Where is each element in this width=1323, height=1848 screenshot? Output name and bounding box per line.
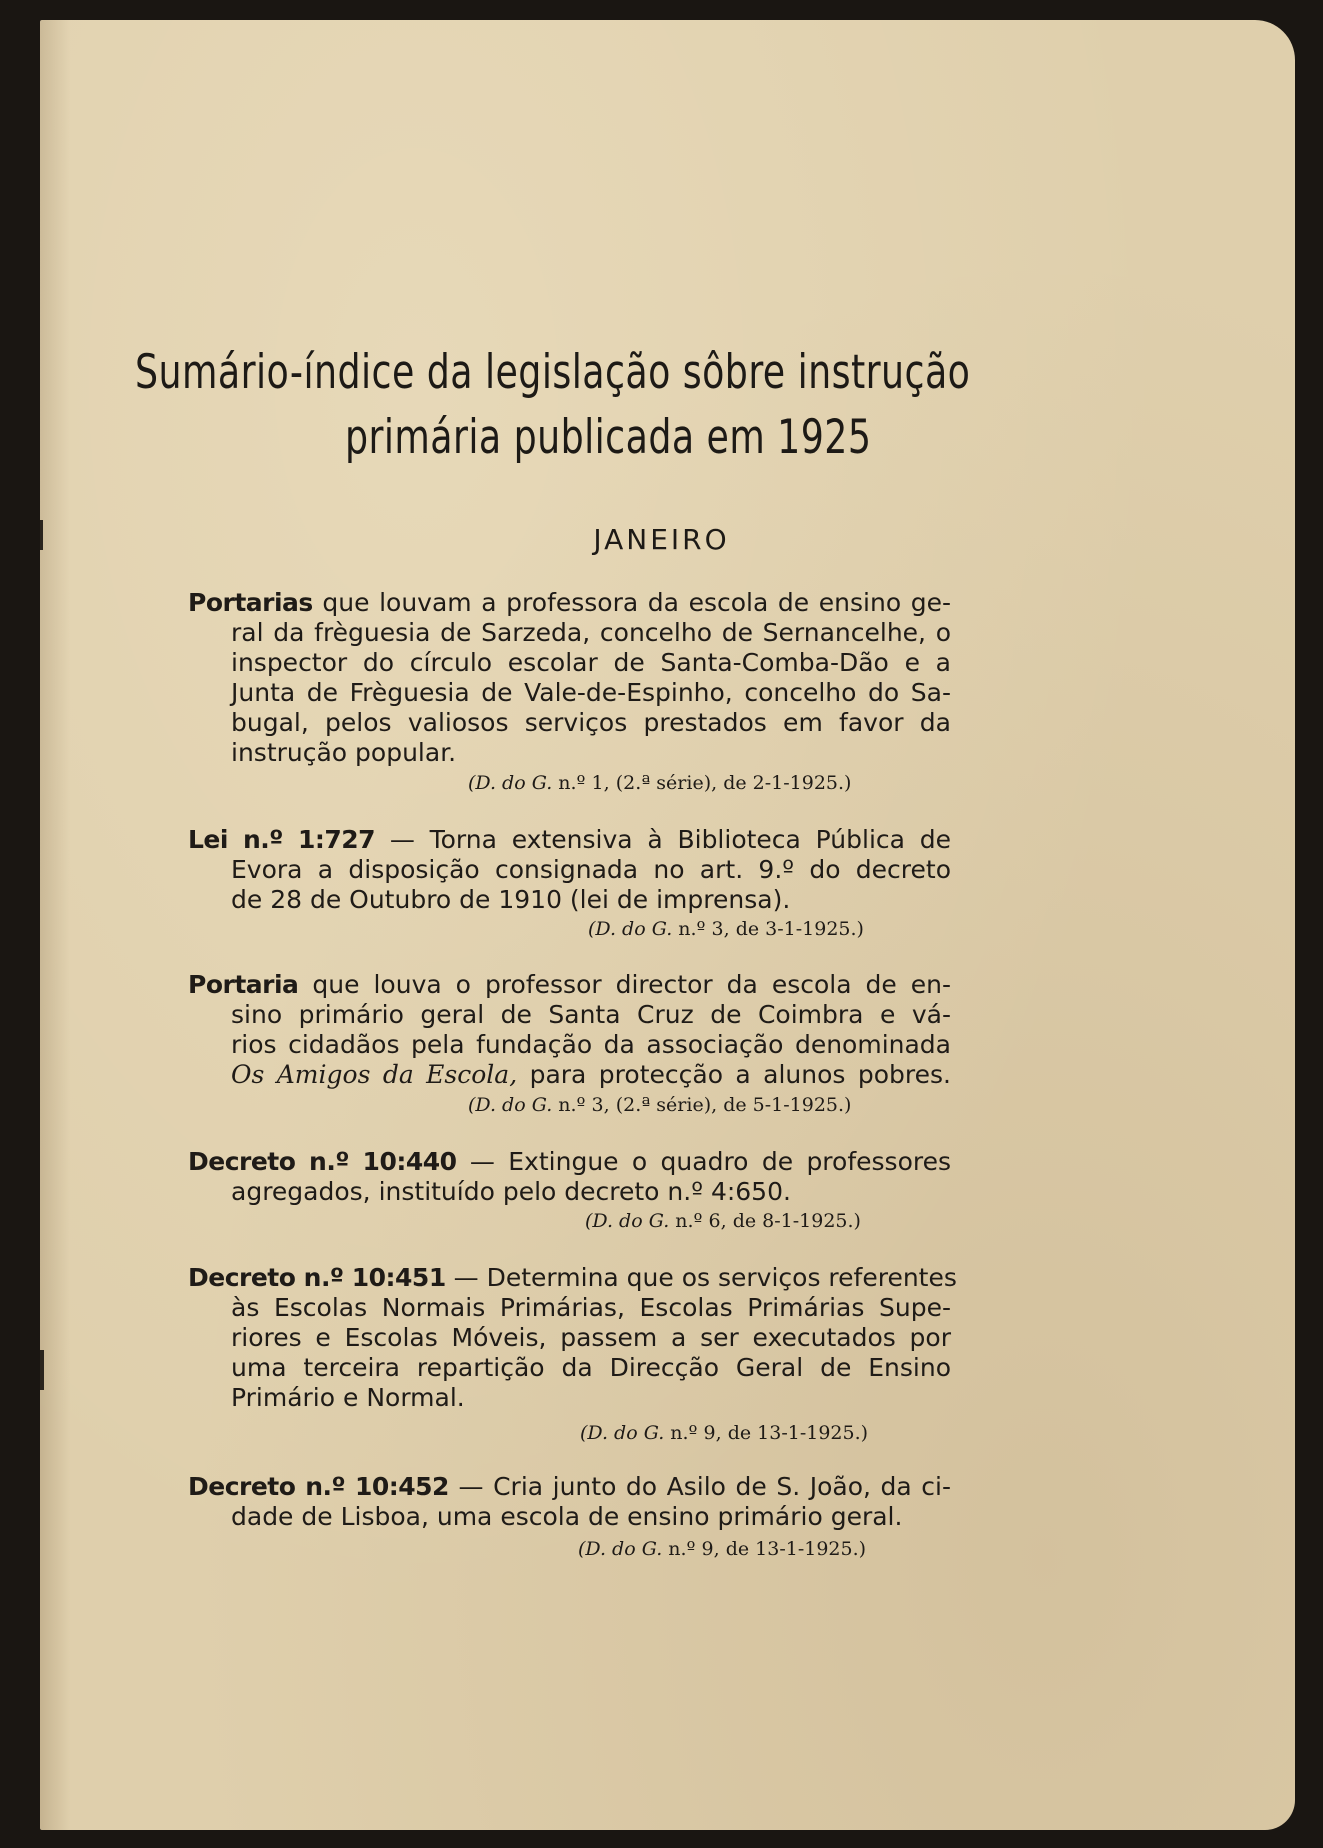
section-heading-month: JANEIRO (593, 523, 730, 556)
entry-text-line: agregados, instituído pelo decreto n.º 4:650. (231, 1177, 791, 1206)
reference-detail: n.º 1, (2.ª série), de 2-1-1925.) (552, 772, 852, 794)
reference-source: (D. do G. (585, 1210, 670, 1232)
entry-reference (468, 772, 851, 794)
entry-text-line: — Extingue o quadro de professores (456, 1147, 951, 1176)
reference-detail: n.º 6, de 8-1-1925.) (669, 1210, 861, 1232)
entry-text-line: para protecção a alunos pobres. (517, 1060, 951, 1089)
page-title-line-1: Sumário-índice da legislação sôbre instrução (135, 345, 971, 400)
reference-source: (D. do G. (468, 1094, 553, 1116)
entry-text-line: Evora a disposição consignada no art. 9.º do decreto (231, 855, 951, 884)
reference-detail: n.º 9, de 13-1-1925.) (664, 1422, 869, 1444)
entry-keyword: Decreto n.º 10:451 (188, 1263, 446, 1292)
entry-italic-title: Os Amigos da Escola, (231, 1060, 518, 1089)
entry-reference (585, 1210, 861, 1232)
entry-text-line: instrução popular. (231, 738, 457, 767)
entry-text-line: às Escolas Normais Primárias, Escolas Primárias Supe- (231, 1293, 951, 1322)
entry-text-line: que louva o professor director da escola de en- (298, 970, 951, 999)
reference-source: (D. do G. (468, 772, 553, 794)
entry-reference (588, 918, 864, 940)
entry-text-line: Junta de Frèguesia de Vale-de-Espinho, concelho do Sa- (231, 678, 951, 707)
entry-keyword: Lei n.º 1:727 (188, 825, 376, 854)
entry-text-line: inspector do círculo escolar de Santa-Comba-Dão e a (231, 648, 951, 677)
entry-text-line: — Determina que os serviços referentes (445, 1263, 957, 1292)
entry-text-line: ral da frèguesia de Sarzeda, concelho de Sernancelhe, o (231, 618, 951, 647)
entry-text-line: rios cidadãos pela fundação da associação denominada (231, 1030, 951, 1059)
reference-source: (D. do G. (578, 1538, 663, 1560)
entry-text-line: dade de Lisboa, uma escola de ensino primário geral. (231, 1502, 903, 1531)
entry-reference (578, 1538, 866, 1560)
legislation-entry (188, 1263, 957, 1413)
entry-reference (468, 1094, 851, 1116)
binding-edge-mark (40, 1350, 44, 1390)
legislation-entry (188, 588, 951, 768)
legislation-entry (188, 825, 951, 915)
entry-text-line: — Cria junto do Asilo de S. João, da ci- (448, 1472, 951, 1501)
entry-keyword: Decreto n.º 10:440 (188, 1147, 457, 1176)
entry-text-line: uma terceira repartição da Direcção Geral de Ensino (231, 1353, 951, 1382)
reference-detail: n.º 3, de 3-1-1925.) (672, 918, 864, 940)
entry-keyword: Portarias (188, 588, 313, 617)
page-title-line-2: primária publicada em 1925 (345, 410, 872, 465)
reference-source: (D. do G. (580, 1422, 665, 1444)
legislation-entry (188, 970, 951, 1090)
entry-text-line: riores e Escolas Móveis, passem a ser executados por (231, 1323, 951, 1352)
reference-source: (D. do G. (588, 918, 673, 940)
legislation-entry (188, 1147, 951, 1207)
entry-text-line: de 28 de Outubro de 1910 (lei de imprensa). (231, 885, 791, 914)
reference-detail: n.º 3, (2.ª série), de 5-1-1925.) (552, 1094, 852, 1116)
legislation-entry (188, 1472, 951, 1532)
entry-reference (580, 1422, 868, 1444)
entry-text-line: — Torna extensiva à Biblioteca Pública de (375, 825, 952, 854)
reference-detail: n.º 9, de 13-1-1925.) (662, 1538, 867, 1560)
entry-text-line: Primário e Normal. (231, 1383, 465, 1412)
entry-text-line: que louvam a professora da escola de ensino ge- (312, 588, 951, 617)
entry-keyword: Portaria (188, 970, 299, 999)
entry-keyword: Decreto n.º 10:452 (188, 1472, 449, 1501)
entry-text-line: bugal, pelos valiosos serviços prestados em favor da (231, 708, 951, 737)
entry-text-line: sino primário geral de Santa Cruz de Coimbra e vá- (231, 1000, 951, 1029)
